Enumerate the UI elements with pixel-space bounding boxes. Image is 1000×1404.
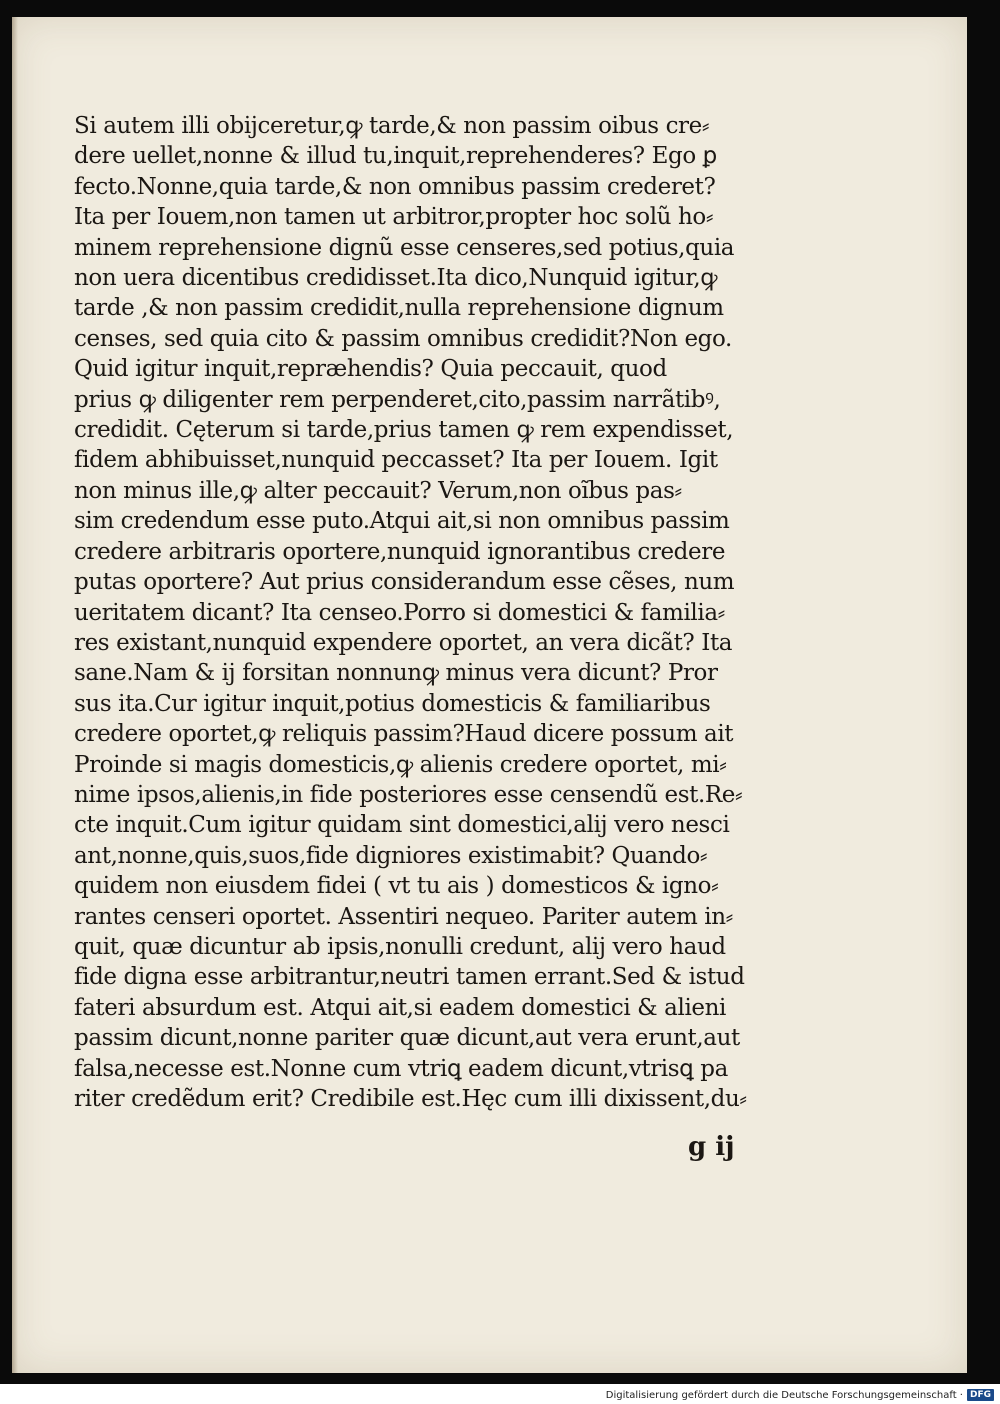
text-line: tarde ,& non passim credidit,nulla reprehensione dignum (74, 295, 724, 322)
text-line: credere oportet,ꝙ reliquis passim?Haud dicere possum ait (74, 721, 734, 748)
text-line: cte inquit.Cum igitur quidam sint domestici,alij vero nesci (74, 812, 730, 839)
text-line: Quid igitur inquit,repræhendis? Quia peccauit, quod (74, 356, 667, 383)
text-line: res existant,nunquid expendere oportet, an vera dicãt? Ita (74, 629, 733, 656)
text-line: credidit. Cęterum si tarde,prius tamen ꝙ rem expendisset, (74, 417, 734, 444)
dfg-logo: DFG (967, 1389, 994, 1401)
text-line: fidem abhibuisset,nunquid peccasset? Ita per Iouem. Igit (74, 447, 718, 474)
text-line: putas oportere? Aut prius considerandum esse cẽses, num (74, 569, 735, 596)
text-line: sim credendum esse puto.Atqui ait,si non omnibus passim (74, 508, 730, 535)
text-line: minem reprehensione dignũ esse censeres,sed potius,quia (74, 234, 735, 261)
text-line: fide digna esse arbitrantur,neutri tamen errant.Sed & istud (74, 964, 745, 991)
page-text-block (74, 111, 814, 1114)
text-line: passim dicunt,nonne pariter quæ dicunt,aut vera erunt,aut (74, 1025, 740, 1052)
text-line: sane.Nam & ij forsitan nonnunꝙ minus vera dicunt? Pror (74, 660, 718, 687)
text-line: ueritatem dicant? Ita censeo.Porro si domestici & familia⸗ (74, 599, 725, 626)
text-line: fateri absurdum est. Atqui ait,si eadem domestici & alieni (74, 994, 726, 1021)
text-line: sus ita.Cur igitur inquit,potius domesticis & familiaribus (74, 690, 711, 717)
text-line: quidem non eiusdem fidei ( vt tu ais ) domesticos & igno⸗ (74, 873, 719, 900)
footer-credit (606, 1388, 994, 1402)
text-line: non uera dicentibus credidisset.Ita dico,Nunquid igitur,ꝙ (74, 265, 718, 292)
footer-credit-text: Digitalisierung gefördert durch die Deutsche Forschungsgemeinschaft · (605, 1389, 963, 1401)
text-line: falsa,necesse est.Nonne cum vtriꝗ eadem dicunt,vtrisꝗ pa (74, 1055, 728, 1082)
text-line: fecto.Nonne,quia tarde,& non omnibus passim crederet? (74, 173, 716, 200)
book-page (12, 17, 967, 1373)
text-line: Proinde si magis domesticis,ꝙ alienis credere oportet, mi⸗ (74, 751, 727, 778)
text-line: quit, quæ dicuntur ab ipsis,nonulli credunt, alij vero haud (74, 933, 726, 960)
text-line: prius ꝙ diligenter rem perpenderet,cito,passim narrãtibꝰ, (74, 386, 721, 413)
text-line: nime ipsos,alienis,in fide posteriores esse censendũ est.Re⸗ (74, 781, 743, 808)
text-line: dere uellet,nonne & illud tu,inquit,reprehenderes? Ego ꝑ (74, 143, 717, 170)
text-line: rantes censeri oportet. Assentiri nequeo. Pariter autem in⸗ (74, 903, 733, 930)
text-line: Si autem illi obijceretur,ꝙ tarde,& non passim oibus cre⸗ (74, 113, 710, 139)
text-line: Ita per Iouem,non tamen ut arbitror,propter hoc solũ ho⸗ (74, 204, 714, 231)
text-line: credere arbitraris oportere,nunquid ignorantibus credere (74, 538, 726, 565)
signature-mark: g ij (688, 1132, 735, 1162)
text-line: non minus ille,ꝙ alter peccauit? Verum,non oĩbus pas⸗ (74, 477, 682, 504)
text-line: riter credẽdum erit? Credibile est.Hęc cum illi dixissent,du⸗ (74, 1086, 747, 1112)
text-line: ant,nonne,quis,suos,fide digniores existimabit? Quando⸗ (74, 842, 708, 869)
text-line: censes, sed quia cito & passim omnibus credidit?Non ego. (74, 325, 732, 352)
